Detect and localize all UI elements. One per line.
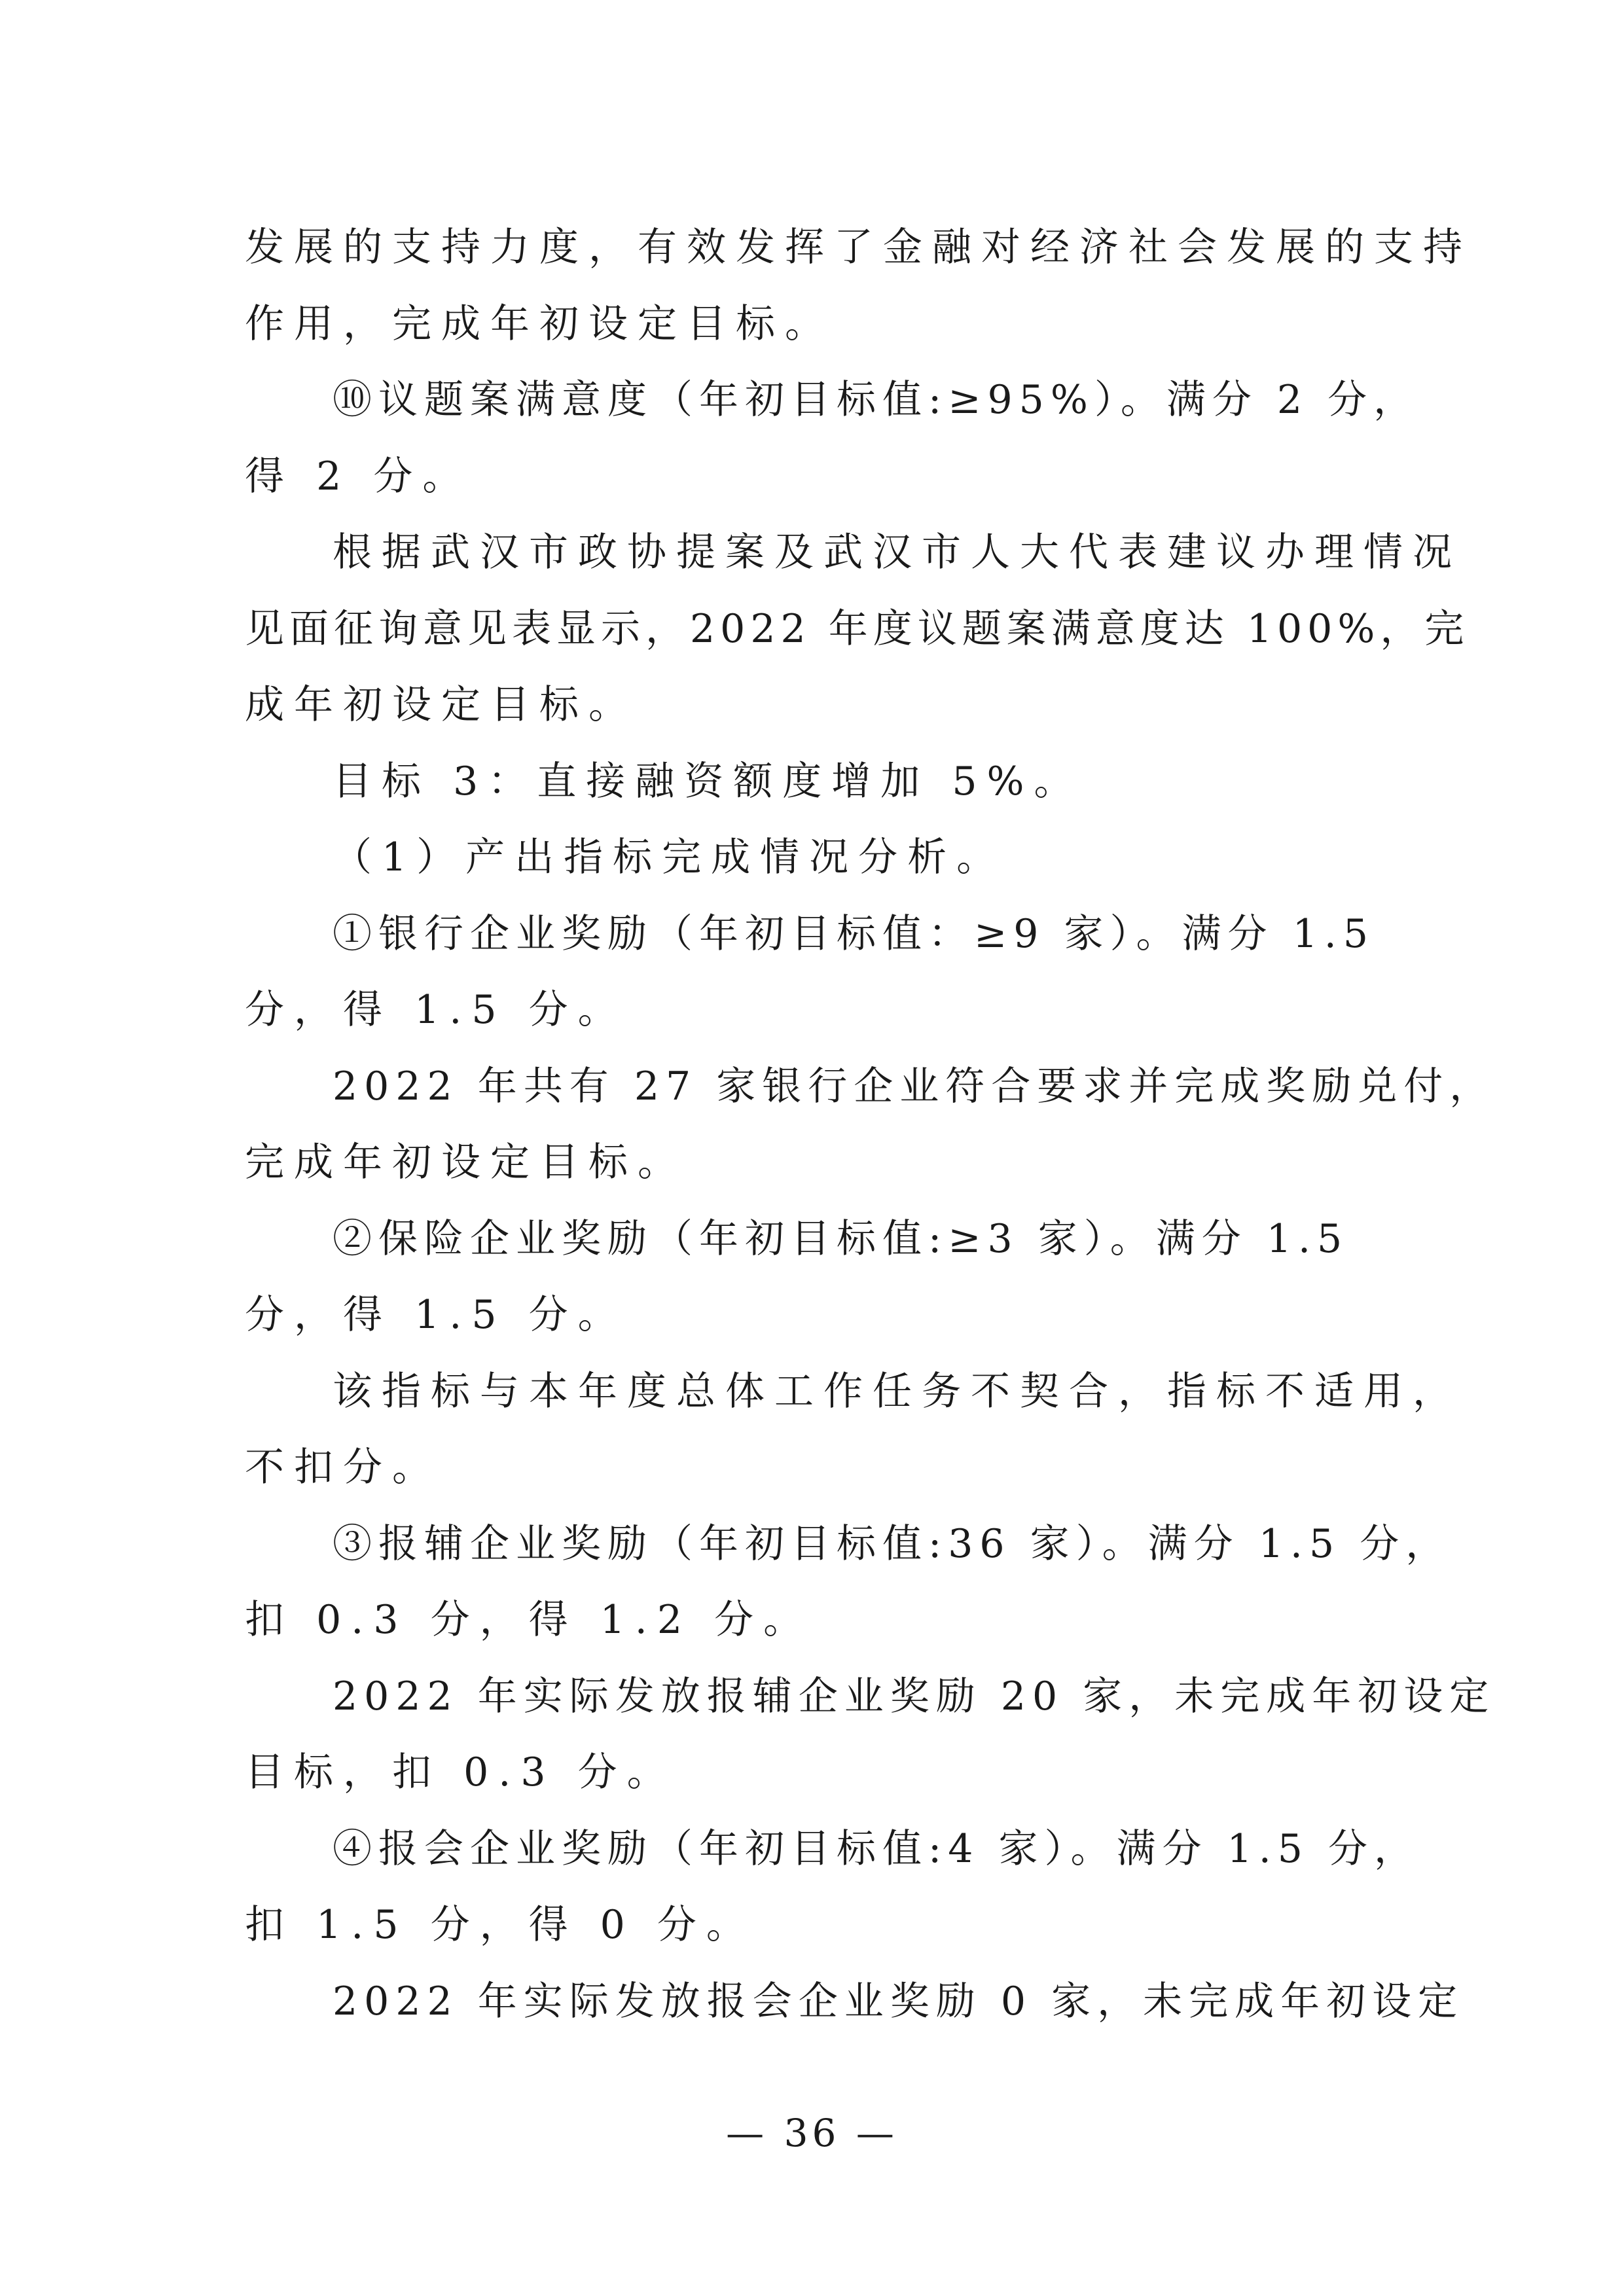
text-line: （1）产出指标完成情况分析。 <box>333 834 1006 880</box>
text-line: ②保险企业奖励（年初目标值:≥3 家）。满分 1.5 <box>333 1215 1349 1262</box>
text-line: 见面征询意见表显示，2022 年度议题案满意度达 100%，完 <box>245 605 1470 652</box>
text-line: ⑩议题案满意度（年初目标值:≥95%）。满分 2 分， <box>333 377 1420 423</box>
text-line: 分，得 1.5 分。 <box>245 987 627 1033</box>
page-number: — 36 — <box>726 2111 898 2155</box>
text-line: 分，得 1.5 分。 <box>245 1292 627 1338</box>
text-line: 目标，扣 0.3 分。 <box>245 1749 676 1795</box>
text-line: 扣 0.3 分，得 1.2 分。 <box>245 1597 813 1643</box>
body-text <box>245 209 1496 2039</box>
text-line: 2022 年共有 27 家银行企业符合要求并完成奖励兑付， <box>333 1063 1496 1109</box>
text-line: 扣 1.5 分，得 0 分。 <box>245 1902 755 1948</box>
text-line: ①银行企业奖励（年初目标值：≥9 家）。满分 1.5 <box>333 910 1375 957</box>
text-line: ④报会企业奖励（年初目标值:4 家）。满分 1.5 分， <box>333 1825 1420 1872</box>
text-line: 成年初设定目标。 <box>245 682 638 728</box>
text-line: 不扣分。 <box>245 1444 441 1490</box>
text-line: 2022 年实际发放报会企业奖励 0 家，未完成年初设定 <box>333 1978 1464 2024</box>
text-line: 完成年初设定目标。 <box>245 1139 687 1185</box>
text-line: 作用，完成年初设定目标。 <box>245 300 834 347</box>
text-line: ③报辅企业奖励（年初目标值:36 家）。满分 1.5 分， <box>333 1520 1452 1567</box>
text-line: 发展的支持力度，有效发挥了金融对经济社会发展的支持 <box>245 224 1472 270</box>
text-line: 根据武汉市政协提案及武汉市人大代表建议办理情况 <box>333 529 1462 575</box>
text-line: 该指标与本年度总体工作任务不契合，指标不适用， <box>333 1368 1462 1414</box>
text-line: 得 2 分。 <box>245 453 472 499</box>
text-line: 目标 3：直接融资额度增加 5%。 <box>333 758 1083 804</box>
text-line: 2022 年实际发放报辅企业奖励 20 家，未完成年初设定 <box>333 1673 1496 1719</box>
